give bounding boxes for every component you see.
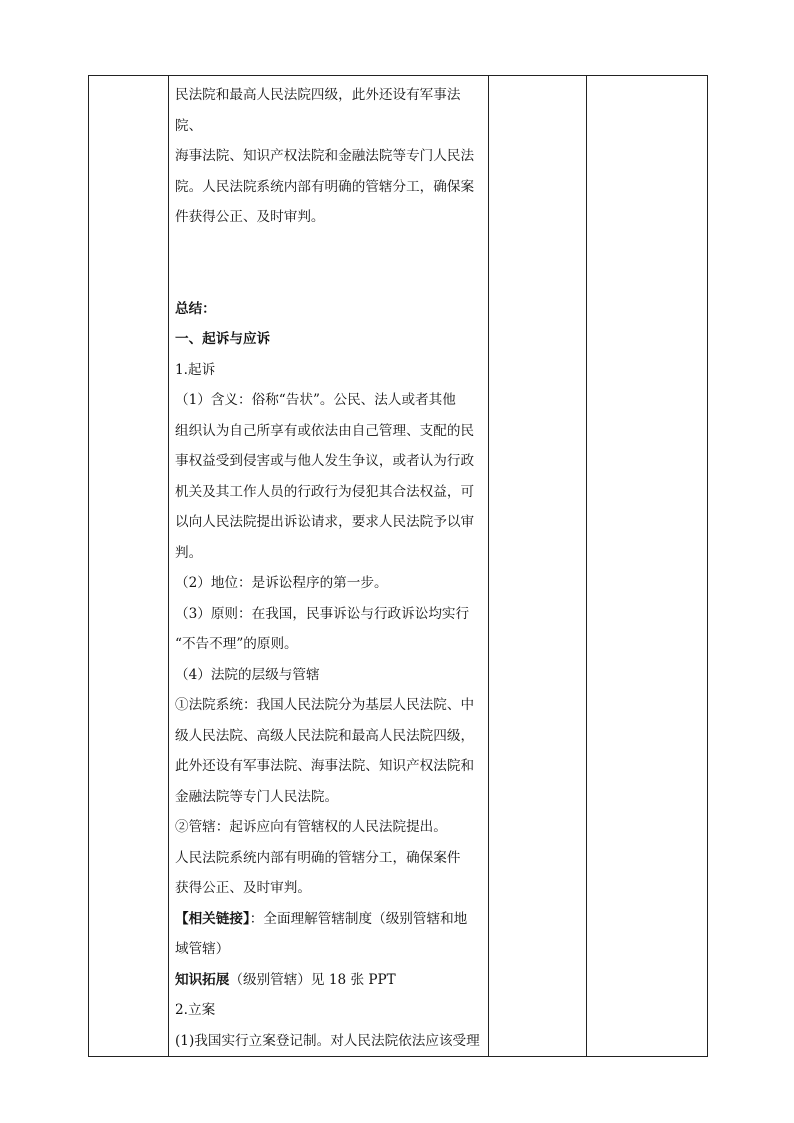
meaning-line: （1）含义：俗称“告状”。公民、法人或者其他 bbox=[175, 392, 456, 408]
court-system-line: 级人民法院、高级人民法院和最高人民法院四级， bbox=[175, 727, 475, 744]
related-link-line: 域管辖） bbox=[175, 941, 230, 957]
meaning-line: 事权益受到侵害或与他人发生争议，或者认为行政 bbox=[175, 453, 475, 469]
meaning-line: 机关及其工作人员的行政行为侵犯其合法权益，可 bbox=[175, 483, 475, 500]
item-heading: 1.起诉 bbox=[175, 361, 216, 378]
intro-line: 院。人民法院系统内部有明确的管辖分工，确保案 bbox=[175, 178, 475, 195]
meaning-line: 判。 bbox=[175, 544, 203, 561]
filing-line: (1)我国实行立案登记制。对人民法院依法应该受理 bbox=[175, 1032, 480, 1049]
blank-space bbox=[175, 233, 483, 294]
third-column-cell bbox=[489, 76, 587, 1057]
lesson-plan-table bbox=[88, 75, 708, 1057]
court-level-line: （4）法院的层级与管辖 bbox=[175, 666, 320, 683]
intro-line: 民法院和最高人民法院四级，此外还设有军事法院、 bbox=[175, 87, 461, 134]
related-link-label: 【相关链接】 bbox=[175, 910, 250, 927]
division-line: 人民法院系统内部有明确的管辖分工，确保案件 bbox=[175, 849, 461, 866]
court-system-line: ①法院系统：我国人民法院分为基层人民法院、中 bbox=[175, 697, 475, 713]
section-heading: 一、起诉与应诉 bbox=[175, 331, 271, 347]
principle-line: “不告不理”的原则。 bbox=[175, 636, 298, 652]
summary-heading: 总结： bbox=[175, 300, 216, 317]
right-column-cell bbox=[587, 76, 708, 1057]
meaning-line: 以向人民法院提出诉讼请求，要求人民法院予以审 bbox=[175, 514, 475, 530]
intro-line: 件获得公正、及时审判。 bbox=[175, 209, 325, 225]
item-heading: 2.立案 bbox=[175, 1002, 216, 1018]
content-text bbox=[169, 76, 488, 1056]
left-column-cell bbox=[89, 76, 169, 1057]
related-link-line bbox=[175, 904, 483, 935]
court-system-line: 此外还设有军事法院、海事法院、知识产权法院和 bbox=[175, 758, 475, 774]
knowledge-line bbox=[175, 965, 483, 996]
status-line: （2）地位：是诉讼程序的第一步。 bbox=[175, 575, 388, 591]
meaning-line: 组织认为自己所享有或依法由自己管理、支配的民 bbox=[175, 422, 475, 439]
content-cell bbox=[169, 76, 489, 1057]
division-line: 获得公正、及时审判。 bbox=[175, 880, 311, 896]
knowledge-text: （级别管辖）见 18 张 PPT bbox=[229, 971, 396, 988]
knowledge-label: 知识拓展 bbox=[175, 971, 230, 988]
intro-line: 海事法院、知识产权法院和金融法院等专门人民法 bbox=[175, 148, 475, 164]
principle-line: （3）原则：在我国，民事诉讼与行政诉讼均实行 bbox=[175, 605, 470, 622]
court-system-line: 金融法院等专门人民法院。 bbox=[175, 788, 339, 805]
related-link-text: ：全面理解管辖制度（级别管辖和地 bbox=[249, 910, 468, 927]
jurisdiction-line: ②管辖：起诉应向有管辖权的人民法院提出。 bbox=[175, 819, 447, 835]
